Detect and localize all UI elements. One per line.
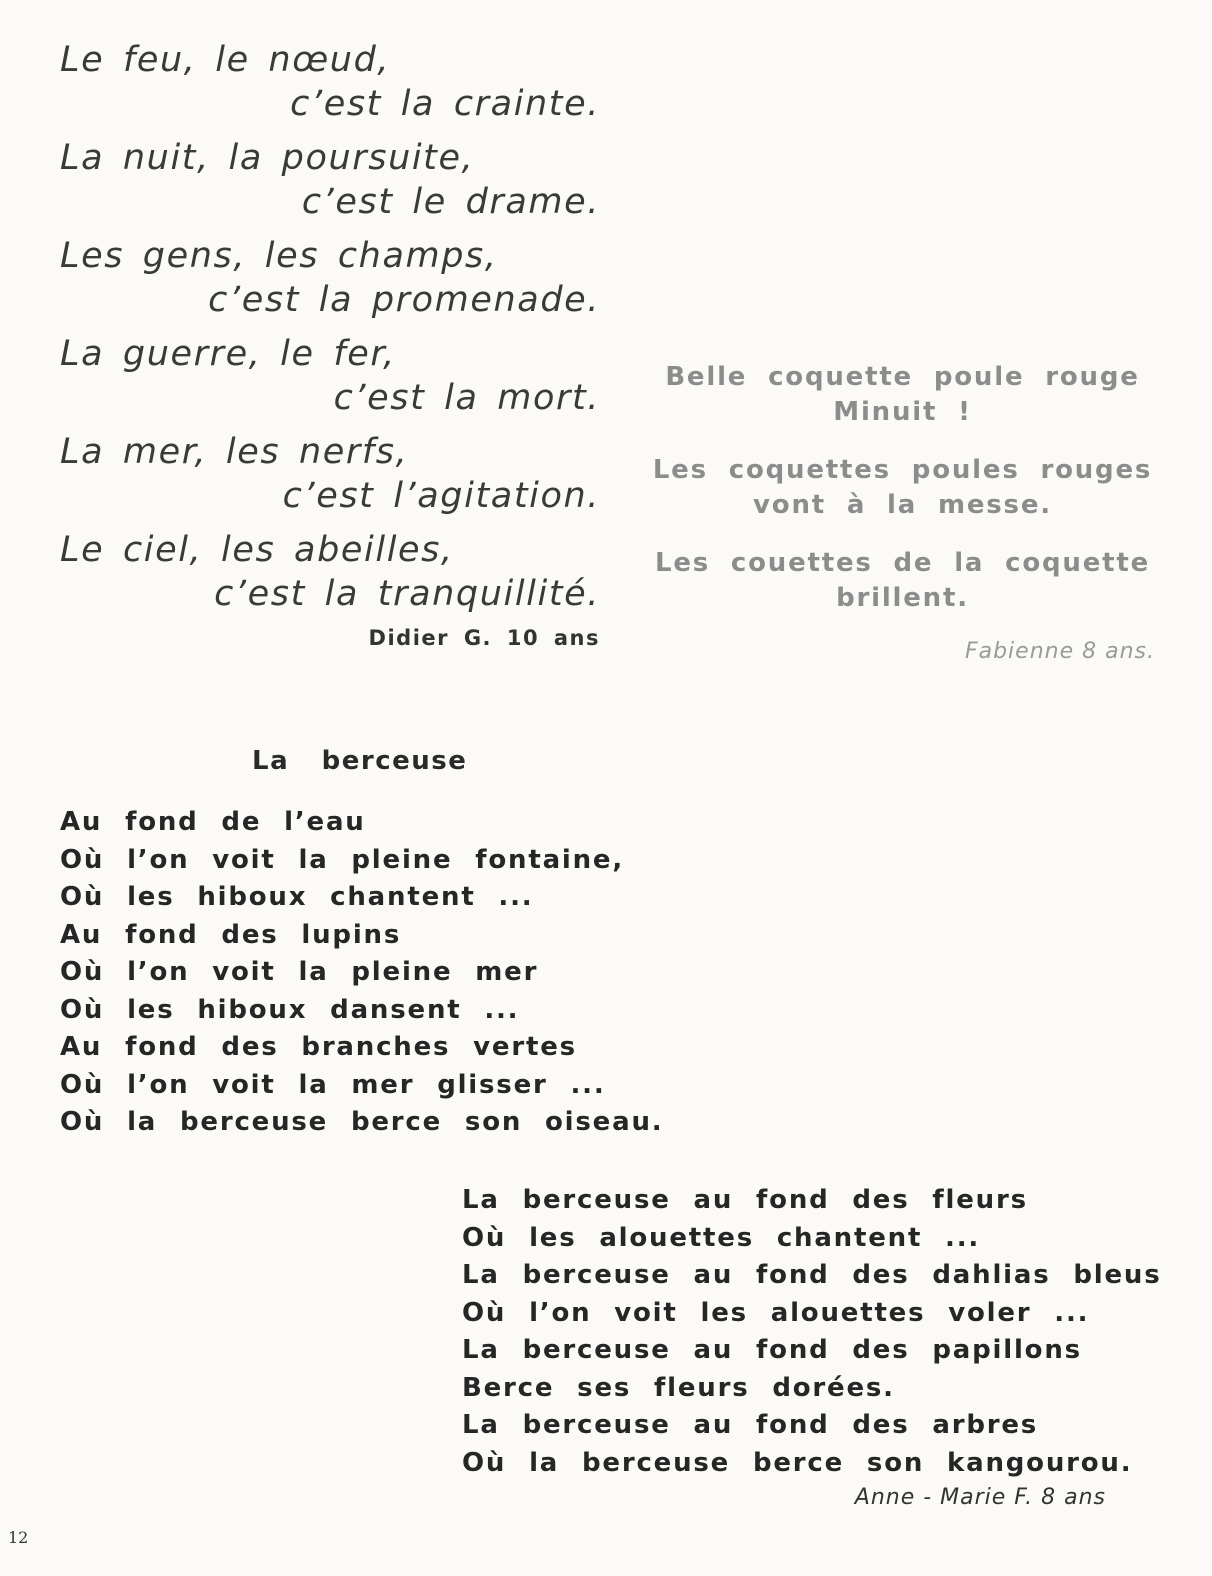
poem-title: La berceuse xyxy=(252,746,468,776)
stanza xyxy=(60,38,600,126)
verse-line: Minuit ! xyxy=(833,397,972,427)
verse-line: brillent. xyxy=(836,583,969,613)
stanza xyxy=(60,136,600,224)
verse-line: La guerre, le fer, xyxy=(60,334,396,374)
verse-line: Où la berceuse berce son oiseau. xyxy=(60,1107,664,1137)
verse-line: Au fond des lupins xyxy=(60,919,402,950)
verse-line: Où les hiboux dansent ... xyxy=(60,994,520,1025)
stanza xyxy=(60,430,600,518)
poem-author: Didier G. 10 ans xyxy=(368,626,600,650)
poem-didier xyxy=(60,38,600,650)
verse-line: La berceuse au fond des arbres xyxy=(462,1410,1039,1440)
verse-line: Où les hiboux chantent ... xyxy=(60,882,534,912)
verse-line: Le ciel, les abeilles, xyxy=(60,530,454,570)
verse-line: Le feu, le nœud, xyxy=(60,40,391,80)
verse-line: Berce ses fleurs dorées. xyxy=(462,1372,895,1403)
verse-line: Au fond des branches vertes xyxy=(60,1032,577,1062)
verse-line: c’est le drame. xyxy=(301,182,600,222)
poem-author: Anne - Marie F. 8 ans xyxy=(854,1485,1106,1510)
verse-line: Où l’on voit les alouettes voler ... xyxy=(462,1297,1090,1328)
verse-line: Au fond de l’eau xyxy=(60,807,366,837)
verse-line: Où l’on voit la pleine fontaine, xyxy=(60,844,625,875)
verse-line: Belle coquette poule rouge xyxy=(665,362,1140,392)
verse-line: La mer, les nerfs, xyxy=(60,432,409,472)
verse-line: c’est la mort. xyxy=(333,378,600,418)
stanza xyxy=(60,332,600,420)
verse-line: Les gens, les champs, xyxy=(60,236,498,276)
verse-line: c’est la promenade. xyxy=(208,280,600,320)
stanza xyxy=(640,453,1165,523)
verse-line: Où la berceuse berce son kangourou. xyxy=(462,1447,1133,1478)
verse-line: Les couettes de la coquette xyxy=(654,548,1151,578)
poem-berceuse-part2 xyxy=(462,1182,1161,1482)
verse-line: Où les alouettes chantent ... xyxy=(462,1222,981,1253)
verse-line: Les coquettes poules rouges xyxy=(652,455,1153,485)
verse-line: Où l’on voit la mer glisser ... xyxy=(60,1069,606,1100)
verse-line: c’est la tranquillité. xyxy=(214,574,600,614)
stanza xyxy=(640,546,1165,616)
verse-line: c’est la crainte. xyxy=(290,84,600,124)
verse-line: Où l’on voit la pleine mer xyxy=(60,957,539,987)
verse-line: vont à la messe. xyxy=(753,490,1052,520)
verse-line: c’est l’agitation. xyxy=(282,476,600,516)
stanza xyxy=(60,528,600,616)
page-number: 12 xyxy=(8,1528,29,1547)
stanza xyxy=(640,360,1165,430)
verse-line: La berceuse au fond des fleurs xyxy=(462,1185,1028,1215)
verse-line: La nuit, la poursuite, xyxy=(60,138,475,178)
stanza xyxy=(60,234,600,322)
poem-berceuse-part1 xyxy=(60,804,663,1142)
poem-fabienne xyxy=(640,360,1165,664)
verse-line: La berceuse au fond des papillons xyxy=(462,1335,1082,1365)
verse-line: La berceuse au fond des dahlias bleus xyxy=(462,1260,1162,1290)
poem-author: Fabienne 8 ans. xyxy=(964,639,1155,664)
